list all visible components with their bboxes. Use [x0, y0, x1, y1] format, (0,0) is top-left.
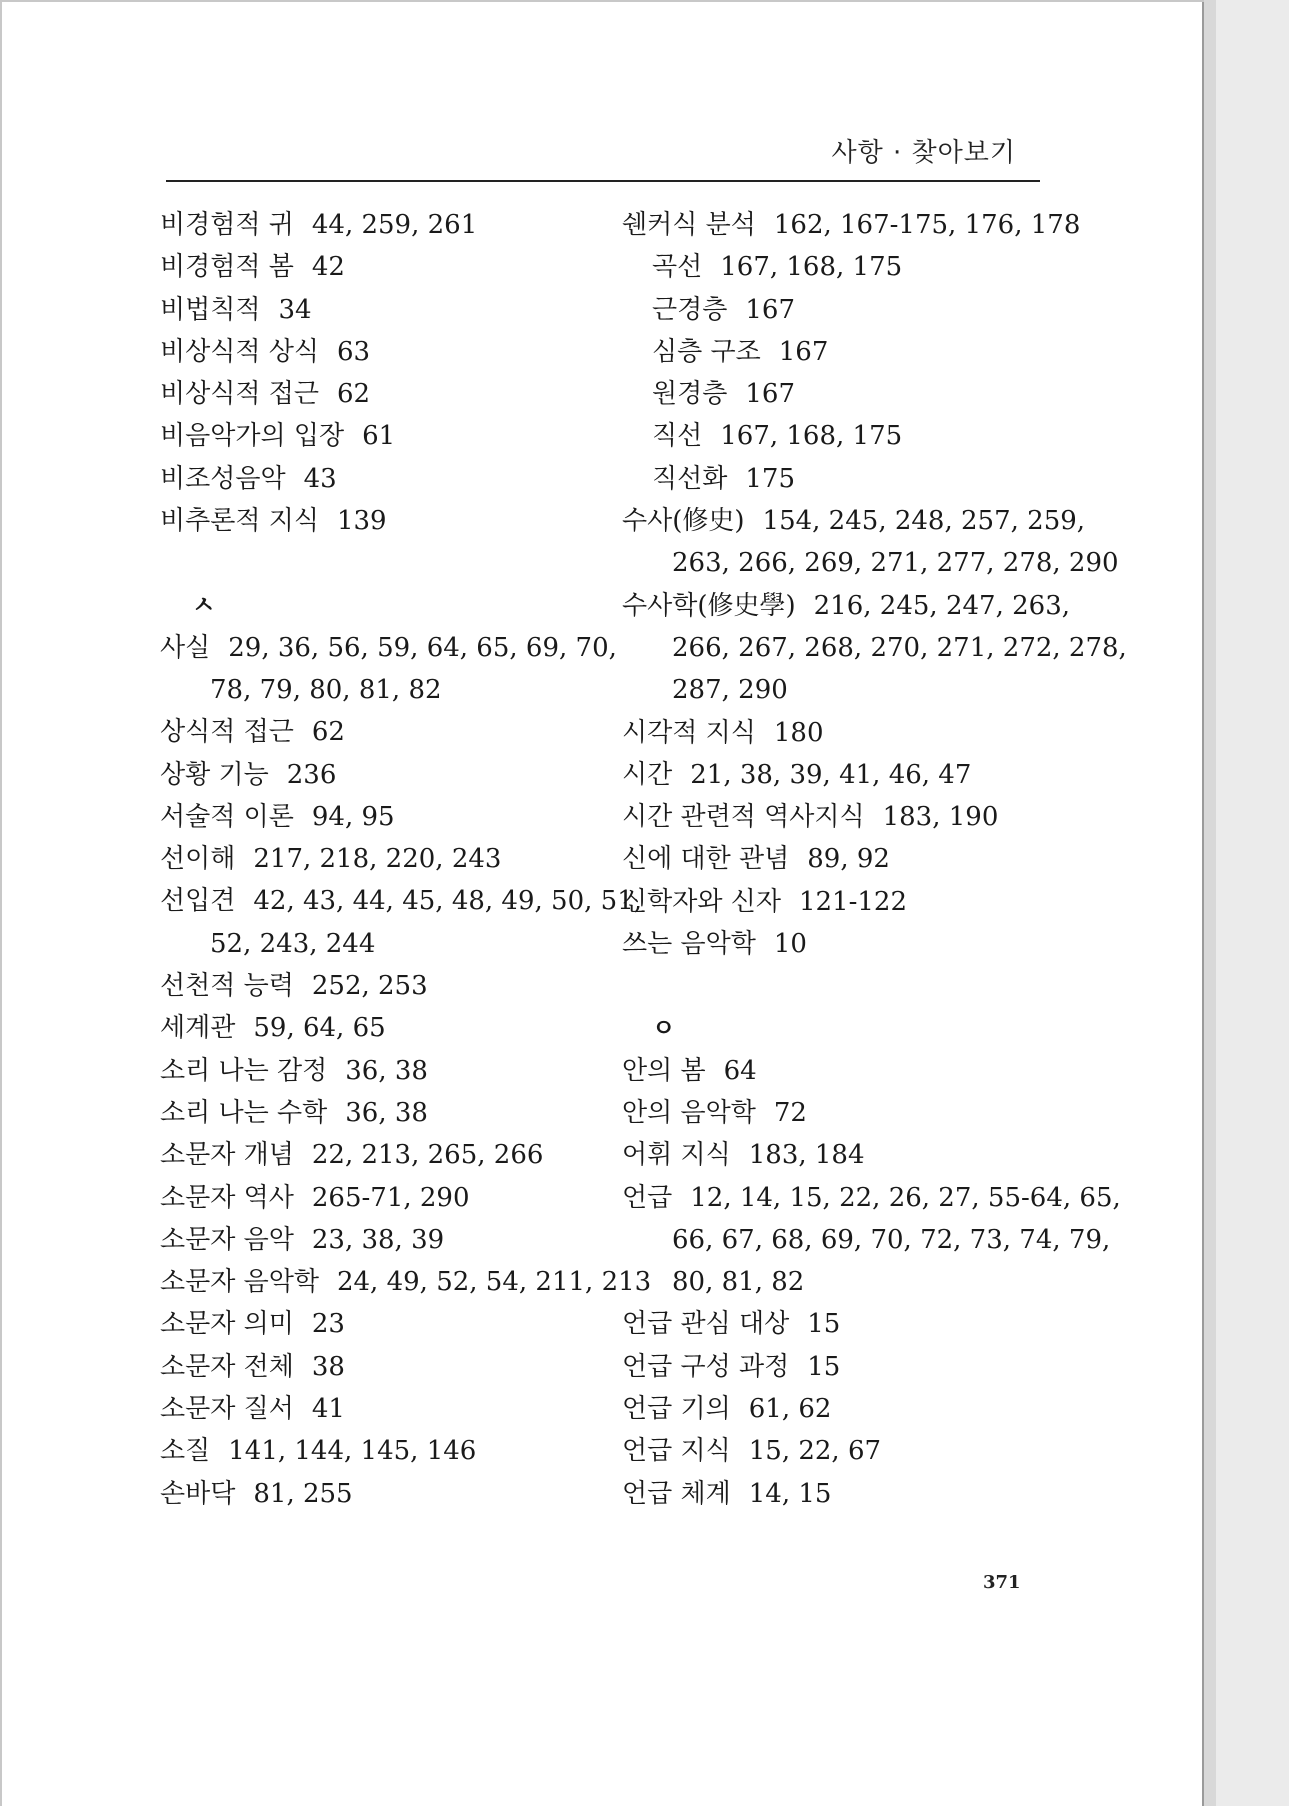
- index-term: 직선: [652, 421, 703, 452]
- index-entry: [622, 1177, 1121, 1219]
- index-entry: [622, 1092, 1062, 1134]
- index-pages: 141, 144, 145, 146: [228, 1436, 477, 1467]
- index-pages-continued: 66, 67, 68, 69, 70, 72, 73, 74, 79,: [672, 1224, 1111, 1255]
- index-subentry: [622, 415, 1062, 457]
- index-term: 비조성음악: [160, 463, 286, 494]
- page-border-top: [0, 0, 1204, 2]
- index-term: 언급 관심 대상: [622, 1309, 790, 1340]
- index-entry: [160, 627, 617, 669]
- index-pages: 167, 168, 175: [720, 252, 903, 283]
- index-term: 언급: [622, 1182, 673, 1213]
- index-term: 비상식적 상식: [160, 336, 319, 367]
- index-entry: [160, 246, 600, 288]
- header-rule: [166, 180, 1040, 182]
- index-term: 비추론적 지식: [160, 506, 319, 537]
- index-pages: 23: [311, 1309, 345, 1340]
- index-subentry: [622, 373, 1062, 415]
- index-entry: [160, 1388, 600, 1430]
- index-term: 사실: [160, 632, 211, 663]
- index-pages-continued: 287, 290: [672, 675, 788, 706]
- index-pages: 38: [311, 1351, 345, 1382]
- index-entry: [160, 204, 600, 246]
- index-term: 수사학(修史學): [622, 590, 796, 621]
- index-term: 소문자 의미: [160, 1309, 294, 1340]
- index-entry: [160, 1430, 600, 1472]
- index-term: 수사(修史): [622, 506, 745, 537]
- index-pages: 252, 253: [311, 971, 428, 1002]
- index-entry: [160, 1050, 600, 1092]
- index-entry: [160, 1303, 600, 1345]
- index-entry: [160, 711, 600, 753]
- index-pages: 29, 36, 56, 59, 64, 65, 69, 70,: [228, 632, 617, 663]
- index-entry: [160, 1219, 600, 1261]
- index-entry: [160, 965, 600, 1007]
- index-pages-continued: 80, 81, 82: [672, 1267, 805, 1298]
- index-pages: 265-71, 290: [311, 1182, 470, 1213]
- section-heading: ㅅ: [192, 591, 216, 620]
- index-entry: [622, 1303, 1062, 1345]
- index-pages: 183, 184: [748, 1140, 865, 1171]
- index-term: 비상식적 접근: [160, 379, 319, 410]
- index-pages: 139: [336, 506, 387, 537]
- index-pages: 167: [745, 294, 795, 325]
- index-entry: [160, 331, 600, 373]
- index-term: 소리 나는 감정: [160, 1055, 328, 1086]
- index-term: 시간 관련적 역사지식: [622, 802, 865, 833]
- index-term: 곡선: [652, 252, 703, 283]
- index-pages: 167: [778, 336, 829, 367]
- index-term: 심층 구조: [652, 336, 761, 367]
- running-header: 사항 · 찾아보기: [831, 138, 1016, 168]
- index-term: 언급 기의: [622, 1394, 731, 1425]
- index-pages: 180: [773, 717, 824, 748]
- index-pages: 94, 95: [311, 801, 395, 832]
- index-pages: 23, 38, 39: [311, 1224, 445, 1255]
- index-term: 직선화: [652, 463, 728, 494]
- index-term: 비경험적 봄: [160, 252, 294, 283]
- index-entry: [160, 754, 600, 796]
- index-column-right: [622, 204, 1127, 1515]
- index-term: 쓰는 음악학: [622, 929, 756, 960]
- index-pages: 162, 167-175, 176, 178: [773, 210, 1081, 240]
- index-entry: [622, 1346, 1062, 1388]
- index-term: 원경층: [652, 379, 728, 410]
- index-pages: 10: [773, 929, 807, 960]
- index-term: 소질: [160, 1436, 211, 1467]
- index-term: 어휘 지식: [622, 1140, 731, 1171]
- index-entry: [622, 881, 1062, 923]
- index-term: 서술적 이론: [160, 801, 294, 832]
- index-entry: [622, 500, 1086, 542]
- index-entry: [160, 1092, 600, 1134]
- page-number: 371: [983, 1572, 1021, 1593]
- index-entry: [622, 838, 1062, 880]
- index-term: 근경층: [652, 294, 728, 325]
- index-subentry: [622, 331, 1062, 373]
- index-entry: [160, 796, 600, 838]
- index-pages: 41: [311, 1394, 345, 1425]
- index-term: 비경험적 귀: [160, 210, 294, 240]
- index-pages: 22, 213, 265, 266: [311, 1140, 544, 1171]
- index-pages: 62: [336, 379, 371, 410]
- index-pages-continued: 266, 267, 268, 270, 271, 272, 278,: [672, 632, 1127, 663]
- page-edge-shadow: [1204, 0, 1216, 1806]
- index-term: 신학자와 신자: [622, 886, 781, 917]
- index-pages: 236: [286, 759, 337, 790]
- index-entry: [160, 415, 600, 457]
- index-pages: 175: [745, 463, 795, 494]
- index-term: 선이해: [160, 844, 236, 875]
- index-pages: 43: [303, 463, 337, 494]
- index-pages: 81, 255: [253, 1478, 353, 1509]
- index-entry: [622, 1388, 1062, 1430]
- index-term: 소문자 질서: [160, 1394, 294, 1425]
- index-pages: 63: [336, 336, 371, 367]
- index-pages-continued: 52, 243, 244: [210, 928, 376, 959]
- index-term: 세계관: [160, 1013, 236, 1044]
- index-entry: [622, 923, 1062, 965]
- viewer-gutter: [1204, 0, 1289, 1806]
- index-pages: 121-122: [798, 886, 908, 917]
- index-entry: [622, 1134, 1062, 1176]
- index-pages: 42: [311, 252, 345, 283]
- index-term: 신에 대한 관념: [622, 844, 790, 875]
- index-pages-continued: 78, 79, 80, 81, 82: [210, 674, 442, 705]
- index-pages: 14, 15: [748, 1478, 832, 1509]
- index-subentry: [622, 246, 1062, 288]
- index-entry: [160, 1346, 600, 1388]
- index-entry: [160, 880, 643, 922]
- index-subentry: [622, 458, 1062, 500]
- index-pages: 61: [362, 421, 396, 452]
- index-pages: 167, 168, 175: [720, 421, 903, 452]
- index-term: 언급 체계: [622, 1478, 731, 1509]
- index-term: 비음악가의 입장: [160, 421, 345, 452]
- index-pages: 217, 218, 220, 243: [253, 844, 502, 875]
- index-term: 손바닥: [160, 1478, 236, 1509]
- index-pages: 36, 38: [345, 1097, 428, 1128]
- index-pages-continued: 263, 266, 269, 271, 277, 278, 290: [672, 548, 1119, 579]
- index-term: 언급 지식: [622, 1436, 731, 1467]
- index-entry: [160, 1007, 600, 1049]
- index-entry: [622, 1050, 1062, 1092]
- section-heading: ㅇ: [652, 1014, 676, 1043]
- index-term: 상황 기능: [160, 759, 269, 790]
- index-term: 안의 봄: [622, 1055, 706, 1086]
- index-pages: 183, 190: [882, 802, 999, 833]
- index-subentry: [622, 289, 1062, 331]
- section-gap: [622, 965, 1062, 1007]
- index-pages: 64: [723, 1055, 757, 1086]
- index-pages: 62: [311, 717, 345, 748]
- index-term: 선입견: [160, 886, 236, 917]
- index-term: 소문자 개념: [160, 1140, 294, 1171]
- index-pages: 21, 38, 39, 41, 46, 47: [690, 759, 972, 790]
- index-entry: [160, 289, 600, 331]
- index-pages: 72: [773, 1097, 807, 1128]
- index-pages: 154, 245, 248, 257, 259,: [762, 506, 1086, 537]
- index-pages: 15: [807, 1309, 841, 1340]
- index-pages: 36, 38: [345, 1055, 428, 1086]
- index-entry: [622, 712, 1062, 754]
- index-term: 시각적 지식: [622, 717, 756, 748]
- index-entry: [622, 585, 1070, 627]
- index-term: 소문자 음악: [160, 1224, 294, 1255]
- section-gap: [160, 542, 600, 584]
- index-term: 언급 구성 과정: [622, 1351, 790, 1382]
- index-pages: 44, 259, 261: [311, 210, 478, 240]
- index-entry: [622, 796, 1062, 838]
- index-pages: 34: [278, 294, 312, 325]
- index-term: 소문자 음악학: [160, 1267, 319, 1298]
- index-pages: 59, 64, 65: [253, 1013, 386, 1044]
- index-term: 상식적 접근: [160, 717, 294, 748]
- index-term: 안의 음악학: [622, 1097, 756, 1128]
- index-term: 시간: [622, 759, 673, 790]
- index-entry: [622, 1473, 1062, 1515]
- index-entry: [160, 458, 600, 500]
- index-term: 소리 나는 수학: [160, 1097, 328, 1128]
- index-term: 소문자 전체: [160, 1351, 294, 1382]
- index-entry: [160, 838, 600, 880]
- index-pages: 61, 62: [748, 1394, 832, 1425]
- index-term: 비법칙적: [160, 294, 261, 325]
- index-pages: 216, 245, 247, 263,: [813, 590, 1070, 621]
- index-entry: [160, 1177, 600, 1219]
- index-entry: [160, 1473, 600, 1515]
- index-entry: [160, 1261, 652, 1303]
- index-entry: [160, 373, 600, 415]
- page-border-left: [0, 0, 2, 1806]
- index-entry: [622, 204, 1081, 246]
- index-pages: 24, 49, 52, 54, 211, 213: [336, 1267, 652, 1298]
- index-entry: [622, 754, 1062, 796]
- index-pages: 167: [745, 379, 795, 410]
- index-term: 쉔커식 분석: [622, 210, 756, 240]
- index-term: 선천적 능력: [160, 971, 294, 1002]
- index-pages: 12, 14, 15, 22, 26, 27, 55-64, 65,: [690, 1182, 1121, 1213]
- index-entry: [160, 1134, 600, 1176]
- index-entry: [622, 1430, 1062, 1472]
- index-pages: 89, 92: [807, 844, 890, 875]
- index-pages: 42, 43, 44, 45, 48, 49, 50, 51,: [253, 886, 643, 917]
- index-pages: 15, 22, 67: [748, 1436, 882, 1467]
- index-pages: 15: [807, 1351, 841, 1382]
- index-entry: [160, 500, 600, 542]
- index-term: 소문자 역사: [160, 1182, 294, 1213]
